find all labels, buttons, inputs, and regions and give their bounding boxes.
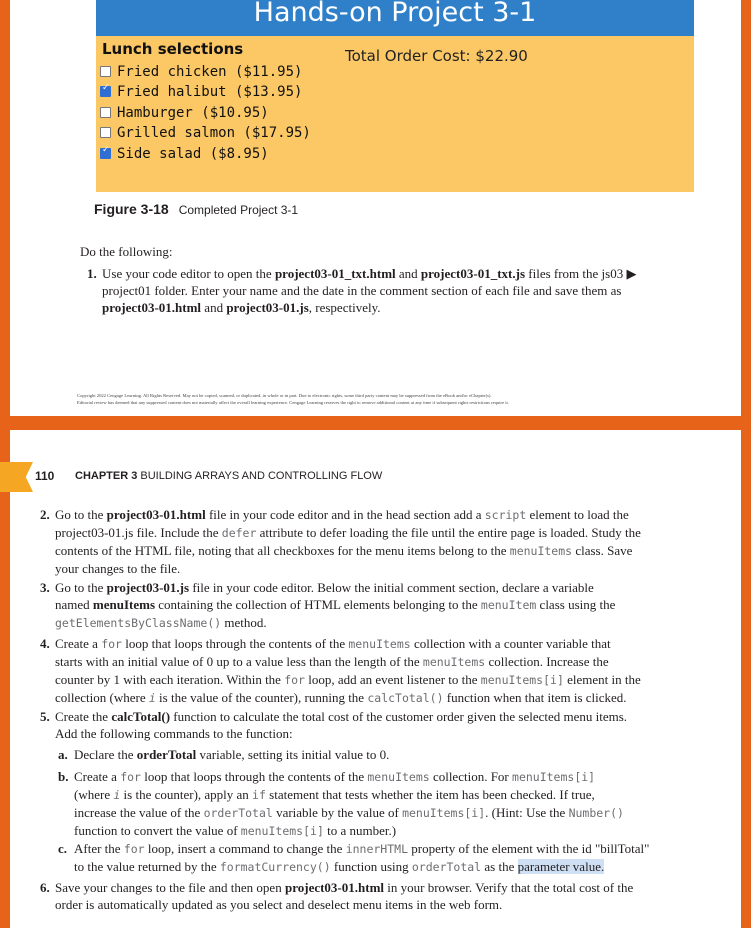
page-edge-left-top: [0, 0, 10, 416]
page-edge-left-bottom: [0, 430, 10, 928]
checkbox-checked[interactable]: [100, 86, 111, 97]
step-5: 5. Create the calcTotal() function to calculate the total cost of the customer order given the selected menu items. Add the following commands to the function:: [40, 709, 628, 741]
copyright-line-2: Editorial review has deemed that any suppressed content does not materially affect the overall learning experience. Cengage Learning reserves the right to remove additional content at any time if subsequent rights restrictions require it.: [77, 400, 509, 405]
page-separator: [0, 416, 751, 430]
figure-header: [96, 0, 694, 36]
page-number: 110: [35, 469, 55, 483]
checkbox-checked[interactable]: [100, 148, 111, 159]
menu-item-hamburger[interactable]: Hamburger ($10.95): [100, 105, 269, 125]
order-total: Total Order Cost: $22.90: [345, 47, 528, 65]
copyright-line-1: Copyright 2022 Cengage Learning. All Rights Reserved. May not be copied, scanned, or duplicated, in whole or in part. Due to electronic rights, some third party content may be suppressed from the eBook and/or eChapter(s).: [77, 393, 492, 398]
page-tab: [0, 462, 33, 492]
intro-text: Do the following:: [80, 244, 173, 259]
step-4: 4. Create a for loop that loops through the contents of the menuItems collection with a counter variable that starts with an initial value of 0 up to a value less than the length of the menuItems collection. Increase the counter by 1 with each iteration. Within the for loop, add an event listener to the menuItems[i] element in the collection (where i is the value of the counter), running the calcTotal() function when that item is clicked.: [40, 636, 641, 705]
checkbox-unchecked[interactable]: [100, 127, 111, 138]
menu-item-side-salad[interactable]: ✓Side salad ($8.95): [100, 146, 269, 166]
menu-item-fried-halibut[interactable]: ✓Fried halibut ($13.95): [100, 84, 302, 104]
step-5b: b. Create a for loop that loops through the contents of the menuItems collection. For menuItems[i] (where i is the counter), apply an if statement that tests whether the item has been checked. If true, increase the value of the orderTotal variable by the value of menuItems[i]. (Hint: Use the Number() function to convert the value of menuItems[i] to a number.): [58, 769, 624, 838]
step-1: 1. Use your code editor to open the project03-01_txt.html and project03-01_txt.js files from the js03 ▶ project01 folder. Enter your name and the date in the comment section of each file and save them as project03-01.html and project03-01.js, respectively.: [87, 266, 637, 315]
figure-caption: Figure 3-18 Completed Project 3-1: [94, 201, 299, 217]
figure-title: Hands-on Project 3-1: [253, 0, 537, 28]
selections-title: Lunch selections: [102, 40, 244, 58]
step-5c: c. After the for loop, insert a command to change the innerHTML property of the element with the id "billTotal" to the value returned by the formatCurrency() function using orderTotal as the parameter value.: [58, 841, 650, 874]
page-edge-right-bottom: [741, 430, 751, 928]
checkbox-unchecked[interactable]: [100, 66, 111, 77]
highlighted-text: parameter value.: [517, 859, 605, 874]
menu-item-fried-chicken[interactable]: Fried chicken ($11.95): [100, 64, 302, 84]
step-5a: a. Declare the orderTotal variable, setting its initial value to 0.: [58, 747, 390, 762]
menu-item-grilled-salmon[interactable]: Grilled salmon ($17.95): [100, 125, 311, 145]
figure-form: [96, 36, 694, 192]
checkbox-unchecked[interactable]: [100, 107, 111, 118]
step-2: 2. Go to the project03-01.html file in your code editor and in the head section add a script element to load the project03-01.js file. Include the defer attribute to defer loading the file until the entire page is loaded. Study the contents of the HTML file, noting that all checkboxes for the menu items belong to the menuItems class. Save your changes to the file.: [40, 507, 641, 576]
step-3: 3. Go to the project03-01.js file in your code editor. Below the initial comment section, declare a variable named menuItems containing the collection of HTML elements belonging to the menuItem class using the getElementsByClassName() method.: [40, 580, 616, 630]
page-edge-right-top: [741, 0, 751, 416]
step-6: 6. Save your changes to the file and then open project03-01.html in your browser. Verify that the total cost of the order is automatically updated as you select and deselect menu items in the web form.: [40, 880, 634, 912]
chapter-header: CHAPTER 3 BUILDING ARRAYS AND CONTROLLING FLOW: [75, 470, 383, 482]
